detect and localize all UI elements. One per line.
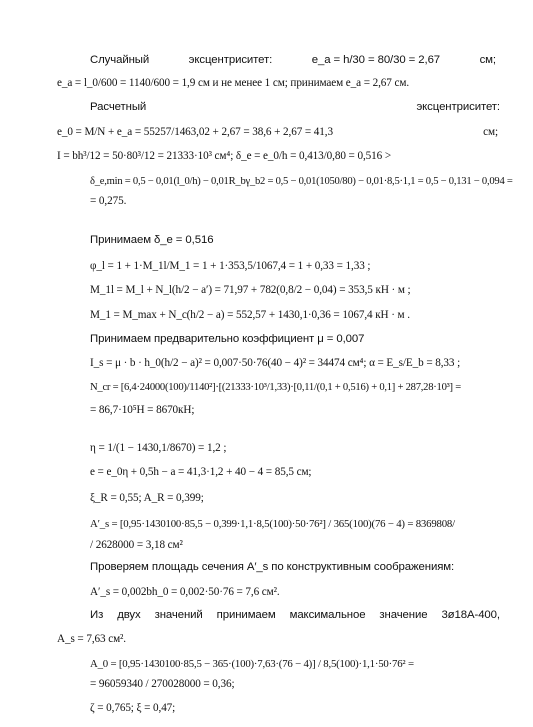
m1-formula-line: M_1 = M_max + N_c(h/2 − a) = 552,57 + 1430,1·0,36 = 1067,4 кН · м . — [90, 309, 410, 321]
inertia-formula-line: I = bh³/12 = 50·80³/12 = 21333·10³ см⁴; δ_e = e_0/h = 0,413/0,80 = 0,516 > — [57, 150, 392, 162]
word: Случайный — [90, 54, 150, 66]
check-area-line: Проверяем площадь сечения A′_s по конструктивным соображениям: — [90, 561, 455, 573]
as-result-line: / 2628000 = 3,18 см² — [90, 539, 183, 551]
word: максимальное — [289, 609, 366, 621]
accept-coefficient-line: Принимаем предварительно коэффициент μ = 0,007 — [90, 333, 365, 345]
a0-formula-line: A_0 = [0,95·1430100·85,5 − 365·(100)·7,63·(76 − 4)] / 8,5(100)·1,1·50·76² = — [90, 658, 414, 670]
word: см; — [483, 126, 498, 138]
delta-min-formula-line: δ_e,min = 0,5 − 0,01(l_0/h) − 0,01R_bγ_b2 = 0,5 − 0,01(1050/80) − 0,01·8,5·1,1 = 0,5 − 0,131 − 0,094 = — [90, 176, 513, 187]
word: см; — [479, 54, 496, 66]
xi-r-line: ξ_R = 0,55; A_R = 0,399; — [90, 492, 204, 504]
choose-max-line — [90, 608, 500, 622]
word: значений — [154, 609, 203, 621]
as-min-formula-line: A′_s = 0,002bh_0 = 0,002·50·76 = 7,6 см². — [90, 586, 280, 598]
phi-formula-line: φ_l = 1 + 1·M_1l/M_1 = 1 + 1·353,5/1067,4 = 1 + 0,33 = 1,33 ; — [90, 260, 371, 272]
word: значение — [379, 609, 428, 621]
is-formula-line: I_s = μ · b · h_0(h/2 − a)² = 0,007·50·76(40 − 4)² = 34474 см⁴; α = E_s/E_b = 8,33 ; — [90, 357, 461, 369]
e-formula-line: e = e_0η + 0,5h − a = 41,3·1,2 + 40 − 4 = 85,5 см; — [90, 466, 312, 478]
word: эксцентриситет: — [188, 54, 273, 66]
formula: e_0 = M/N + e_a = 55257/1463,02 + 2,67 = 38,6 + 2,67 = 41,3 — [57, 126, 333, 138]
as-chosen-line: A_s = 7,63 см². — [57, 633, 127, 645]
formula: e_a = h/30 = 80/30 = 2,67 — [311, 54, 441, 66]
eta-formula-line: η = 1/(1 − 1430,1/8670) = 1,2 ; — [90, 442, 227, 454]
ncr-formula-line: N_cr = [6,4·24000(100)/1140²]·[(21333·10³/1,33)·[0,11/(0,1 + 0,516) + 0,1] + 287,28·10³] = — [90, 382, 461, 393]
word: двух — [117, 609, 141, 621]
word: Расчетный — [90, 101, 147, 113]
word: принимаем — [216, 609, 276, 621]
accepted-eccentricity-line: e_a = l_0/600 = 1140/600 = 1,9 см и не менее 1 см; принимаем e_a = 2,67 см. — [57, 77, 410, 89]
word: 3ø18А-400, — [441, 609, 500, 621]
zeta-xi-line: ζ = 0,765; ξ = 0,47; — [90, 702, 176, 714]
word: эксцентриситет: — [416, 101, 500, 113]
as-formula-line: A′_s = [0,95·1430100·85,5 − 0,399·1,1·8,5(100)·50·76²] / 365(100)(76 − 4) = 8369808/ — [90, 518, 455, 530]
random-eccentricity-line — [90, 53, 496, 67]
a0-result-line: = 96059340 / 270028000 = 0,36; — [90, 678, 235, 690]
accept-delta-line: Принимаем δ_e = 0,516 — [90, 234, 214, 246]
design-eccentricity-line — [90, 100, 500, 114]
e0-formula-line — [57, 125, 498, 139]
word: Из — [90, 609, 104, 621]
m1l-formula-line: M_1l = M_l + N_l(h/2 − a′) = 71,97 + 782(0,8/2 − 0,04) = 353,5 кН · м ; — [90, 284, 411, 296]
ncr-result-line: = 86,7·10⁵Н = 8670кН; — [90, 404, 195, 416]
delta-min-result-line: = 0,275. — [90, 195, 127, 207]
